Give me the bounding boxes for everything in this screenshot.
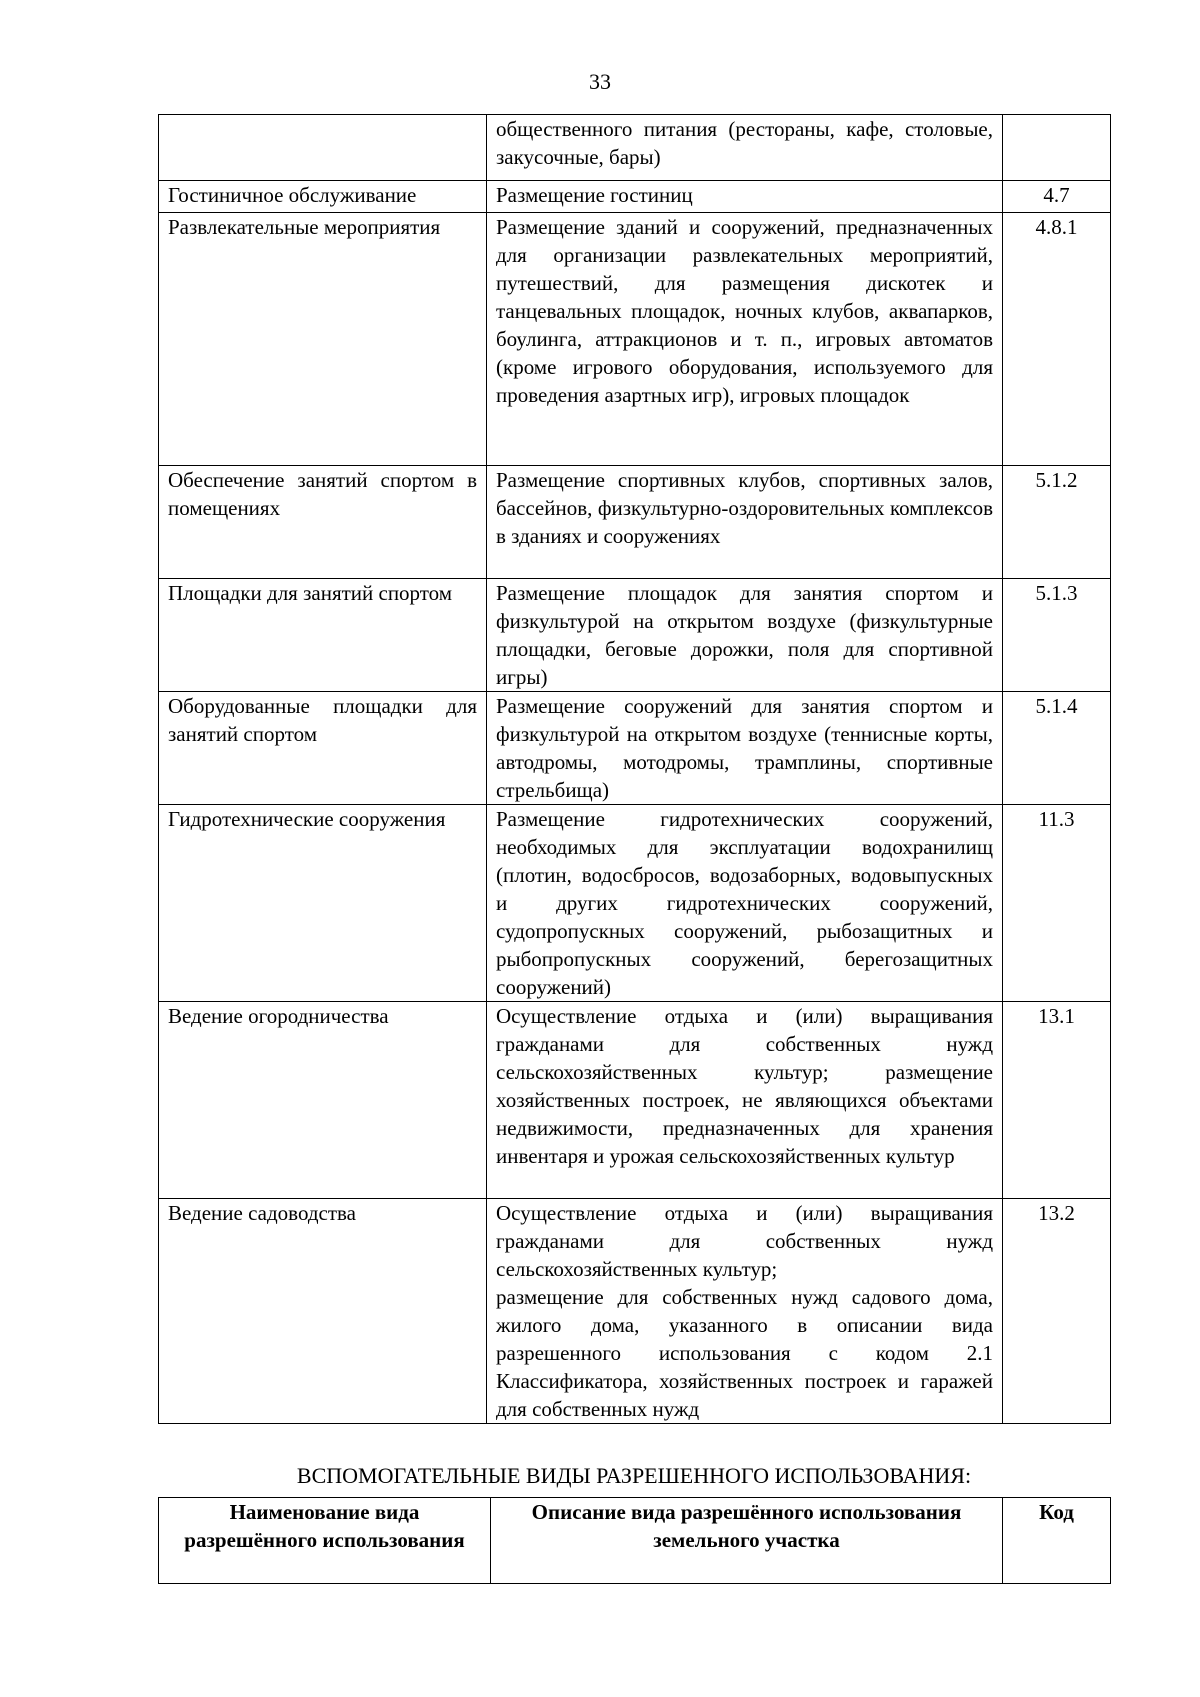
- table-row: [159, 805, 1111, 1002]
- use-name-cell: Развлекательные мероприятия: [159, 213, 487, 466]
- table-row: [159, 1199, 1111, 1424]
- use-description-cell: Размещение спортивных клубов, спортивных залов, бассейнов, физкультурно-оздоровительных комплексов в зданиях и сооружениях: [487, 466, 1003, 579]
- use-description-part: размещение для собственных нужд садового дома, жилого дома, указанного в описании вида разрешенного использования с кодом 2.1 Классификатора, хозяйственных построек и гаражей для собственных нужд: [496, 1285, 993, 1421]
- use-name-cell: Гидротехнические сооружения: [159, 805, 487, 1002]
- use-description-cell: Размещение сооружений для занятия спортом и физкультурой на открытом воздухе (теннисные корты, автодромы, мотодромы, трамплины, спортивные стрельбища): [487, 692, 1003, 805]
- use-description-cell: Размещение гостиниц: [487, 181, 1003, 213]
- table-row: [159, 692, 1111, 805]
- section-heading: ВСПОМОГАТЕЛЬНЫЕ ВИДЫ РАЗРЕШЕННОГО ИСПОЛЬЗОВАНИЯ:: [296, 1463, 972, 1488]
- use-code-cell: 13.2: [1003, 1199, 1111, 1424]
- use-description-part: Осуществление отдыха и (или) выращивания гражданами для собственных нужд сельскохозяйственных культур;: [496, 1201, 993, 1281]
- use-name-cell: Оборудованные площадки для занятий спортом: [159, 692, 487, 805]
- table-row: [159, 213, 1111, 466]
- use-description-cell: Осуществление отдыха и (или) выращивания гражданами для собственных нужд сельскохозяйственных культур; размещение хозяйственных построек, не являющихся объектами недвижимости, предназначенных для хранения инвентаря и урожая сельскохозяйственных культур: [487, 1002, 1003, 1199]
- use-name-cell: Гостиничное обслуживание: [159, 181, 487, 213]
- use-description-cell: Размещение зданий и сооружений, предназначенных для организации развлекательных мероприятий, путешествий, для размещения дискотек и танцевальных площадок, ночных клубов, аквапарков, боулинга, аттракционов и т. п., игровых автоматов (кроме игрового оборудования, используемого для проведения азартных игр), игровых площадок: [487, 213, 1003, 466]
- use-code-cell: 13.1: [1003, 1002, 1111, 1199]
- use-code-cell: 11.3: [1003, 805, 1111, 1002]
- use-code-cell: 5.1.4: [1003, 692, 1111, 805]
- use-description-cell: общественного питания (рестораны, кафе, столовые, закусочные, бары): [487, 115, 1003, 181]
- use-description-cell: Размещение гидротехнических сооружений, необходимых для эксплуатации водохранилищ (плотин, водосбросов, водозаборных, водовыпускных и других гидротехнических сооружений, судопропускных сооружений, рыбозащитных и рыбопропускных сооружений, берегозащитных сооружений): [487, 805, 1003, 1002]
- permitted-use-table: [158, 114, 1111, 1424]
- header-description: Описание вида разрешённого использования земельного участка: [491, 1498, 1003, 1584]
- use-code-cell: 4.7: [1003, 181, 1111, 213]
- header-name: Наименование вида разрешённого использования: [159, 1498, 491, 1584]
- table-row: [159, 181, 1111, 213]
- use-name-cell: Площадки для занятий спортом: [159, 579, 487, 692]
- table-row: [159, 466, 1111, 579]
- table-row: [159, 1002, 1111, 1199]
- use-code-cell: 5.1.2: [1003, 466, 1111, 579]
- use-name-cell: [159, 115, 487, 181]
- table-row: [159, 579, 1111, 692]
- table-row: [159, 115, 1111, 181]
- use-code-cell: 5.1.3: [1003, 579, 1111, 692]
- use-name-cell: Ведение садоводства: [159, 1199, 487, 1424]
- use-description-cell: [487, 1199, 1003, 1424]
- page-number: 33: [589, 69, 611, 94]
- header-code: Код: [1003, 1498, 1111, 1584]
- table-header-row: [159, 1498, 1111, 1584]
- use-code-cell: [1003, 115, 1111, 181]
- use-code-cell: 4.8.1: [1003, 213, 1111, 466]
- auxiliary-use-table: [158, 1497, 1111, 1584]
- use-name-cell: Обеспечение занятий спортом в помещениях: [159, 466, 487, 579]
- use-name-cell: Ведение огородничества: [159, 1002, 487, 1199]
- use-description-cell: Размещение площадок для занятия спортом и физкультурой на открытом воздухе (физкультурные площадки, беговые дорожки, поля для спортивной игры): [487, 579, 1003, 692]
